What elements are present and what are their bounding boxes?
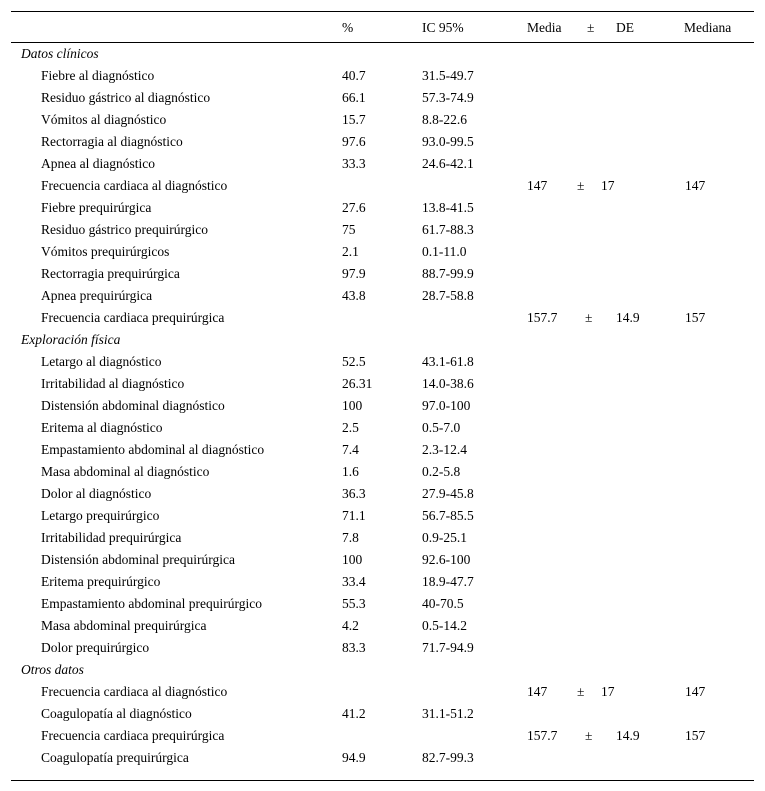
table-row xyxy=(11,65,754,87)
cell-media: 157.7 xyxy=(527,310,558,325)
header-media: Media xyxy=(527,20,562,35)
table-row xyxy=(11,747,754,769)
cell-pct: 75 xyxy=(342,222,356,237)
cell-ic: 88.7-99.9 xyxy=(422,266,474,281)
cell-pct: 2.1 xyxy=(342,244,359,259)
row-label: Irritabilidad al diagnóstico xyxy=(41,376,185,391)
row-label: Coagulopatía prequirúrgica xyxy=(41,750,189,765)
cell-ic: 24.6-42.1 xyxy=(422,156,474,171)
cell-ic: 31.5-49.7 xyxy=(422,68,474,83)
cell-ic: 0.1-11.0 xyxy=(422,244,467,259)
table-row xyxy=(11,241,754,263)
cell-plusminus: ± xyxy=(585,728,593,743)
table-row xyxy=(11,197,754,219)
row-label: Dolor prequirúrgico xyxy=(41,640,150,655)
cell-ic: 28.7-58.8 xyxy=(422,288,474,303)
cell-pct: 15.7 xyxy=(342,112,366,127)
table-row xyxy=(11,681,754,703)
cell-ic: 93.0-99.5 xyxy=(422,134,474,149)
row-label: Frecuencia cardiaca prequirúrgica xyxy=(41,310,225,325)
row-label: Apnea prequirúrgica xyxy=(41,288,153,303)
row-label: Distensión abdominal prequirúrgica xyxy=(41,552,235,567)
table-row xyxy=(11,703,754,725)
cell-pct: 7.8 xyxy=(342,530,359,545)
row-label: Fiebre prequirúrgica xyxy=(41,200,152,215)
row-label: Frecuencia cardiaca prequirúrgica xyxy=(41,728,225,743)
cell-pct: 43.8 xyxy=(342,288,366,303)
cell-de: 14.9 xyxy=(616,310,640,325)
cell-ic: 0.5-14.2 xyxy=(422,618,467,633)
row-label: Frecuencia cardiaca al diagnóstico xyxy=(41,178,228,193)
cell-plusminus: ± xyxy=(577,178,585,193)
data-table xyxy=(11,11,754,781)
table-row xyxy=(11,395,754,417)
cell-pct: 83.3 xyxy=(342,640,366,655)
cell-pct: 66.1 xyxy=(342,90,366,105)
cell-ic: 18.9-47.7 xyxy=(422,574,474,589)
cell-pct: 100 xyxy=(342,398,363,413)
cell-plusminus: ± xyxy=(577,684,585,699)
cell-pct: 7.4 xyxy=(342,442,359,457)
row-label: Vómitos al diagnóstico xyxy=(41,112,167,127)
row-label: Distensión abdominal diagnóstico xyxy=(41,398,225,413)
cell-pct: 41.2 xyxy=(342,706,366,721)
table-row xyxy=(11,527,754,549)
table-row xyxy=(11,725,754,747)
section-title: Otros datos xyxy=(21,662,84,677)
cell-ic: 40-70.5 xyxy=(422,596,464,611)
row-label: Apnea al diagnóstico xyxy=(41,156,155,171)
cell-pct: 4.2 xyxy=(342,618,359,633)
row-label: Coagulopatía al diagnóstico xyxy=(41,706,192,721)
row-label: Empastamiento abdominal al diagnóstico xyxy=(41,442,265,457)
cell-ic: 8.8-22.6 xyxy=(422,112,467,127)
row-label: Fiebre al diagnóstico xyxy=(41,68,155,83)
row-label: Letargo al diagnóstico xyxy=(41,354,162,369)
cell-pct: 27.6 xyxy=(342,200,366,215)
table-body xyxy=(11,43,754,769)
row-label: Rectorragia prequirúrgica xyxy=(41,266,180,281)
row-label: Eritema prequirúrgico xyxy=(41,574,161,589)
cell-pct: 33.3 xyxy=(342,156,366,171)
cell-pct: 1.6 xyxy=(342,464,359,479)
table-row xyxy=(11,175,754,197)
row-label: Masa abdominal al diagnóstico xyxy=(41,464,210,479)
cell-mediana: 157 xyxy=(685,728,706,743)
cell-ic: 56.7-85.5 xyxy=(422,508,474,523)
cell-ic: 14.0-38.6 xyxy=(422,376,474,391)
table-row xyxy=(11,417,754,439)
cell-media: 147 xyxy=(527,178,548,193)
table-row xyxy=(11,351,754,373)
cell-media: 157.7 xyxy=(527,728,558,743)
table-row xyxy=(11,373,754,395)
section-header-row xyxy=(11,43,754,65)
cell-mediana: 157 xyxy=(685,310,706,325)
row-label: Residuo gástrico al diagnóstico xyxy=(41,90,211,105)
cell-de: 17 xyxy=(601,684,615,699)
cell-ic: 43.1-61.8 xyxy=(422,354,474,369)
cell-de: 14.9 xyxy=(616,728,640,743)
cell-pct: 26.31 xyxy=(342,376,373,391)
cell-pct: 2.5 xyxy=(342,420,359,435)
header-pct: % xyxy=(342,20,354,35)
section-title: Datos clínicos xyxy=(21,46,99,61)
table-row xyxy=(11,571,754,593)
row-label: Dolor al diagnóstico xyxy=(41,486,152,501)
table-row xyxy=(11,307,754,329)
header-ic: IC 95% xyxy=(422,20,464,35)
header-plusminus: ± xyxy=(587,20,595,35)
section-header-row xyxy=(11,659,754,681)
cell-pct: 40.7 xyxy=(342,68,366,83)
table-row xyxy=(11,263,754,285)
cell-ic: 92.6-100 xyxy=(422,552,471,567)
cell-media: 147 xyxy=(527,684,548,699)
cell-pct: 55.3 xyxy=(342,596,366,611)
cell-ic: 97.0-100 xyxy=(422,398,471,413)
cell-pct: 52.5 xyxy=(342,354,366,369)
cell-pct: 100 xyxy=(342,552,363,567)
table-row xyxy=(11,219,754,241)
row-label: Masa abdominal prequirúrgica xyxy=(41,618,207,633)
table-row xyxy=(11,109,754,131)
table-row xyxy=(11,87,754,109)
table-row xyxy=(11,637,754,659)
cell-ic: 0.5-7.0 xyxy=(422,420,461,435)
cell-plusminus: ± xyxy=(585,310,593,325)
table-row xyxy=(11,439,754,461)
table-row xyxy=(11,549,754,571)
row-label: Eritema al diagnóstico xyxy=(41,420,163,435)
cell-ic: 13.8-41.5 xyxy=(422,200,474,215)
cell-mediana: 147 xyxy=(685,178,706,193)
cell-de: 17 xyxy=(601,178,615,193)
cell-ic: 2.3-12.4 xyxy=(422,442,467,457)
header-mediana: Mediana xyxy=(684,20,732,35)
cell-pct: 97.6 xyxy=(342,134,366,149)
cell-ic: 61.7-88.3 xyxy=(422,222,474,237)
table-row xyxy=(11,593,754,615)
row-label: Empastamiento abdominal prequirúrgico xyxy=(41,596,262,611)
table-row xyxy=(11,615,754,637)
table-row xyxy=(11,285,754,307)
cell-pct: 36.3 xyxy=(342,486,366,501)
table-row xyxy=(11,131,754,153)
table-header xyxy=(11,12,754,43)
cell-ic: 82.7-99.3 xyxy=(422,750,474,765)
cell-pct: 33.4 xyxy=(342,574,366,589)
table-row xyxy=(11,505,754,527)
table-row xyxy=(11,483,754,505)
cell-ic: 0.2-5.8 xyxy=(422,464,461,479)
header-de: DE xyxy=(616,20,634,35)
cell-pct: 97.9 xyxy=(342,266,366,281)
row-label: Rectorragia al diagnóstico xyxy=(41,134,183,149)
cell-pct: 94.9 xyxy=(342,750,366,765)
cell-ic: 71.7-94.9 xyxy=(422,640,474,655)
table-row xyxy=(11,461,754,483)
row-label: Vómitos prequirúrgicos xyxy=(41,244,170,259)
cell-pct: 71.1 xyxy=(342,508,366,523)
table-row xyxy=(11,153,754,175)
cell-ic: 0.9-25.1 xyxy=(422,530,467,545)
row-label: Letargo prequirúrgico xyxy=(41,508,160,523)
row-label: Frecuencia cardiaca al diagnóstico xyxy=(41,684,228,699)
row-label: Irritabilidad prequirúrgica xyxy=(41,530,182,545)
section-title: Exploración física xyxy=(21,332,121,347)
cell-ic: 27.9-45.8 xyxy=(422,486,474,501)
cell-ic: 57.3-74.9 xyxy=(422,90,474,105)
section-header-row xyxy=(11,329,754,351)
cell-ic: 31.1-51.2 xyxy=(422,706,474,721)
cell-mediana: 147 xyxy=(685,684,706,699)
row-label: Residuo gástrico prequirúrgico xyxy=(41,222,208,237)
